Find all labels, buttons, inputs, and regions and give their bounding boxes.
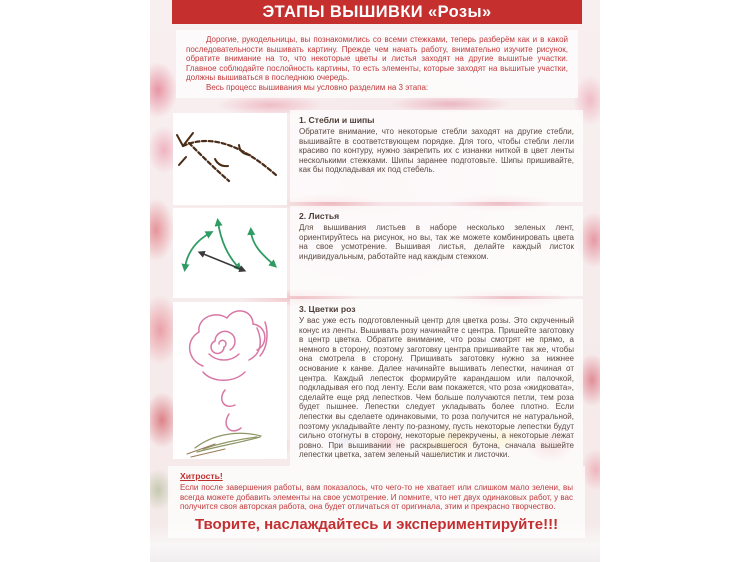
rose-sketch-icon (173, 302, 287, 459)
title-banner (172, 0, 582, 24)
intro-panel (176, 30, 578, 98)
step2-title: 2. Листья (299, 211, 340, 221)
step1-text-panel (290, 110, 583, 202)
stem-thorns-sketch-icon (173, 113, 287, 205)
step1-illustration-box (173, 113, 287, 205)
tip-panel (168, 466, 585, 538)
page-title: ЭТАПЫ ВЫШИВКИ «Розы» (262, 3, 492, 21)
step1-title: 1. Стебли и шипы (299, 115, 375, 125)
step3-body: У вас уже есть подготовленный центр для цветка розы. Это скрученный конус из ленты. Вышивать розу начинайте с центра. Пришейте заготовку в центр цветка. Обратите внимание, что розы смотрят не прямо, а немного в сторону, поэтому заготовку центра пришивайте так же, чтобы она смотрела в сторону. Пришивать заготовку нужно за нижнее основание к канве. Далее начинайте вышивать лепестки, начиная от центра. Каждый лепесток формируйте карандашом или палочкой, подкладывая его под ленту. Если вам покажется, что роза «жидковата», сделайте еще ряд лепестков. Чем больше получаются петли, тем роза будет пышнее. Лепестки следует укладывать более плотно. Если лепестки вы сделаете одинаковыми, то роза получится не натуральной, поэтому укладывайте ленту по-разному, пусть некоторые лепестки будут сильно отогнуты в сторону, некоторые перекручены, а некоторые лежат ровно. При вышивании не раскрывшегося бутона, сначала вышейте лепестки цветка, затем зеленый чашелистик и листочки. (299, 316, 574, 460)
process-line: Весь процесс вышивания мы условно разделим на 3 этапа: (206, 82, 429, 92)
closing-slogan: Творите, наслаждайтесь и экспериментируйте!!! (194, 515, 559, 533)
step3-illustration-box (173, 302, 287, 459)
intro-paragraph: Дорогие, рукодельницы, вы познакомились со всеми стежками, теперь разберём как и в какой последовательности вышивать картину. Прежде чем начать работу, внимательно изучите рисунок, обратите внимание на то, что некоторые цветы и листья заходят на другие вышитые участки. Главное соблюдайте послойность картины, то есть элементы, которые заходят на вышитые участки, должны вышиваться в последнюю очередь. (186, 35, 568, 83)
step3-title: 3. Цветки роз (299, 304, 356, 314)
tip-title: Хитрость! (180, 471, 223, 481)
step3-text-panel (290, 299, 583, 466)
step2-illustration-box (173, 208, 287, 298)
tip-text: Если после завершения работы, вам показалось, что чего-то не хватает или слишком мало зелени, вы всегда можете добавить элементы на свое усмотрение. И помните, что нет двух одинаковых работ, у вас получится своя авторская работа, она будет отличаться от оригинала, этим и прекрасно творчество. (180, 483, 573, 512)
leaf-arrows-sketch-icon (173, 208, 287, 298)
step1-body: Обратите внимание, что некоторые стебли заходят на другие стебли, вышивайте в соответствующем порядке. Для того, чтобы стебли легли красиво по контуру, нужно закрепить их с изнанки ниткой в цвет ленты несколькими стежками. Шипы заранее подготовьте. Шипы пришивайте, как бы подкладывая их под стебель. (299, 127, 574, 175)
step2-text-panel (290, 206, 583, 296)
step2-body: Для вышивания листьев в наборе несколько зеленых лент, ориентируйтесь на рисунок, но вы, так же можете комбинировать цвета на свое усмотрение. Вышивая листья, делайте каждый листок индивидуальным, работайте над каждым стежком. (299, 223, 574, 261)
embroidery-instruction-page (150, 0, 600, 562)
